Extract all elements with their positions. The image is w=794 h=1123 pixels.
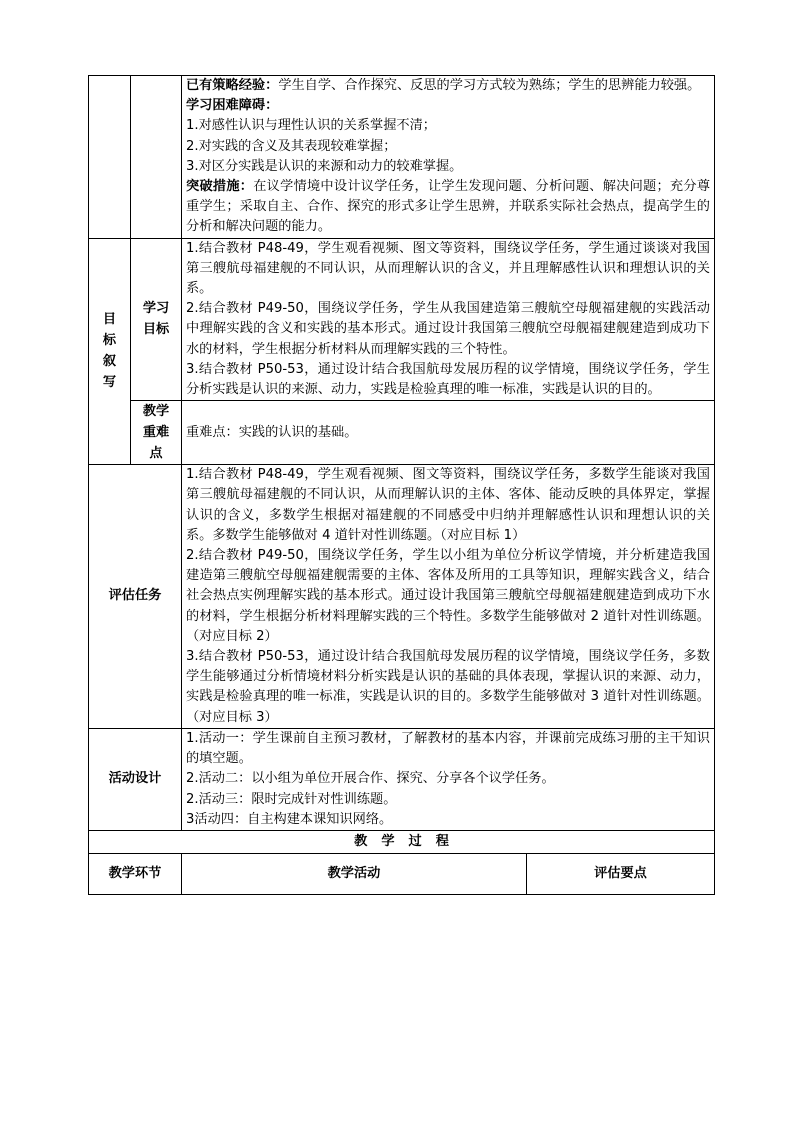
activity-item: 1.活动一：学生课前自主预习教材，了解教材的基本内容，并课前完成练习册的主干知识的填空题。 xyxy=(186,730,710,767)
key-points-content xyxy=(182,401,715,465)
intro-mid-cell xyxy=(131,76,182,239)
learning-goals-label-line: 目标 xyxy=(142,322,170,338)
column-header-assessment: 评估要点 xyxy=(527,853,715,894)
key-points-label-line: 重难 xyxy=(142,425,170,441)
learning-goal-item: 3.结合教材 P50-53，通过设计结合我国航母发展历程的议学情境，围绕议学任务，学生分析实践是认识的来源、动力，实践是检验真理的唯一标准，实践是认识的目的。 xyxy=(186,361,710,398)
assessment-row xyxy=(89,465,715,729)
process-title-char: 过 xyxy=(408,833,422,849)
difficulty-item: 3.对区分实践是认识的来源和动力的较难掌握。 xyxy=(186,158,463,174)
process-title-char: 教 xyxy=(354,833,368,849)
activity-item: 2.活动三：限时完成针对性训练题。 xyxy=(186,791,397,807)
process-column-header-row xyxy=(89,853,715,894)
strategy-paragraph xyxy=(186,76,710,96)
breakthrough-paragraph xyxy=(186,177,710,238)
assessment-item: 2.结合教材 P49-50，围绕议学任务，学生以小组为单位分析议学情境，并分析建造我国建造第三艘航空母舰福建舰需要的主体、客体及所用的工具等知识，理解实践含义，结合社会热点实例理解实践的基本形式。通过设计我国第三艘航空母舰福建舰建造到成功下水的材料，学生根据分析材料理解实践的三个特性。多数学生能够做对 2 道针对性训练题。（对应目标 2） xyxy=(186,548,710,644)
column-header-activity: 教学活动 xyxy=(182,853,527,894)
key-points-text: 重难点：实践的认识的基础。 xyxy=(186,424,358,440)
learning-goals-label xyxy=(131,238,182,401)
intro-content xyxy=(182,76,715,239)
intro-left-cell xyxy=(89,76,131,239)
learning-goal-item: 2.结合教材 P49-50，围绕议学任务，学生从我国建造第三艘航空母舰福建舰的实践活动中理解实践的含义和实践的基本形式。通过设计我国第三艘航空母舰福建舰建造到成功下水的材料，学生根据分析材料从而理解实践的三个特性。 xyxy=(186,301,710,357)
activity-design-row xyxy=(89,728,715,830)
assessment-item: 1.结合教材 P48-49，学生观看视频、图文等资料，围绕议学任务，多数学生能谈对我国第三艘航母福建舰的不同认识，从而理解认识的主体、客体、能动反映的具体界定，掌握认识的含义，多数学生根据对福建舰的不同感受中归纳并理解感性认识和理想认识的关系。多数学生能够做对 4 道针对性训练题。（对应目标 1） xyxy=(186,467,710,543)
breakthrough-label: 突破措施： xyxy=(186,179,254,195)
process-title xyxy=(89,830,715,853)
column-header-stage: 教学环节 xyxy=(89,853,182,894)
activity-design-label: 活动设计 xyxy=(89,728,182,830)
learning-goals-label-line: 学习 xyxy=(142,301,170,317)
learning-goals-row xyxy=(89,238,715,401)
difficulty-label: 学习困难障碍： xyxy=(186,98,279,114)
goals-section-label xyxy=(89,238,131,465)
key-points-label-line: 教学 xyxy=(142,404,170,420)
process-title-char: 学 xyxy=(381,833,395,849)
activity-design-content xyxy=(182,728,715,830)
learning-goal-item: 1.结合教材 P48-49，学生观看视频、图文等资料，围绕议学任务，学生通过谈谈对我国第三艘航母福建舰的不同认识，从而理解认识的含义，并且理解感性认识和理想认识的关系。 xyxy=(186,240,710,297)
assessment-item: 3.结合教材 P50-53，通过设计结合我国航母发展历程的议学情境，围绕议学任务，多数学生能够通过分析情境材料分析实践是认识的基础的具体表现，掌握认识的来源、动力，实践是检验真理的唯一标准，实践是认识的目的。多数学生能够做对 3 道针对性训练题。（对应目标 3） xyxy=(186,649,710,725)
assessment-content xyxy=(182,465,715,729)
key-points-label-line: 点 xyxy=(149,446,163,462)
goals-label-char: 写 xyxy=(102,375,117,391)
goals-label-char: 标 xyxy=(102,333,117,349)
goals-label-char: 目 xyxy=(102,312,117,328)
key-points-row xyxy=(89,401,715,465)
goals-label-char: 叙 xyxy=(102,354,117,370)
learning-goals-content xyxy=(182,238,715,401)
intro-row xyxy=(89,76,715,239)
difficulty-item: 2.对实践的含义及其表现较难掌握； xyxy=(186,138,397,154)
activity-item: 3活动四：自主构建本课知识网络。 xyxy=(186,811,393,827)
difficulty-item: 1.对感性认识与理性认识的关系掌握不清； xyxy=(186,118,436,134)
strategy-label: 已有策略经验： xyxy=(186,78,279,93)
strategy-text: 学生自学、合作探究、反思的学习方式较为熟练；学生的思辨能力较强。 xyxy=(278,78,701,93)
process-title-row xyxy=(89,830,715,853)
breakthrough-text: 在议学情境中设计议学任务，让学生发现问题、分析问题、解决问题；充分尊重学生；采取自主、合作、探究的形式多让学生思辨，并联系实际社会热点，提高学生的分析和解决问题的能力。 xyxy=(186,179,711,235)
key-points-label xyxy=(131,401,182,465)
lesson-plan-table xyxy=(88,75,715,895)
activity-item: 2.活动二：以小组为单位开展合作、探究、分享各个议学任务。 xyxy=(186,771,555,787)
process-title-char: 程 xyxy=(435,833,449,849)
assessment-label: 评估任务 xyxy=(89,465,182,729)
